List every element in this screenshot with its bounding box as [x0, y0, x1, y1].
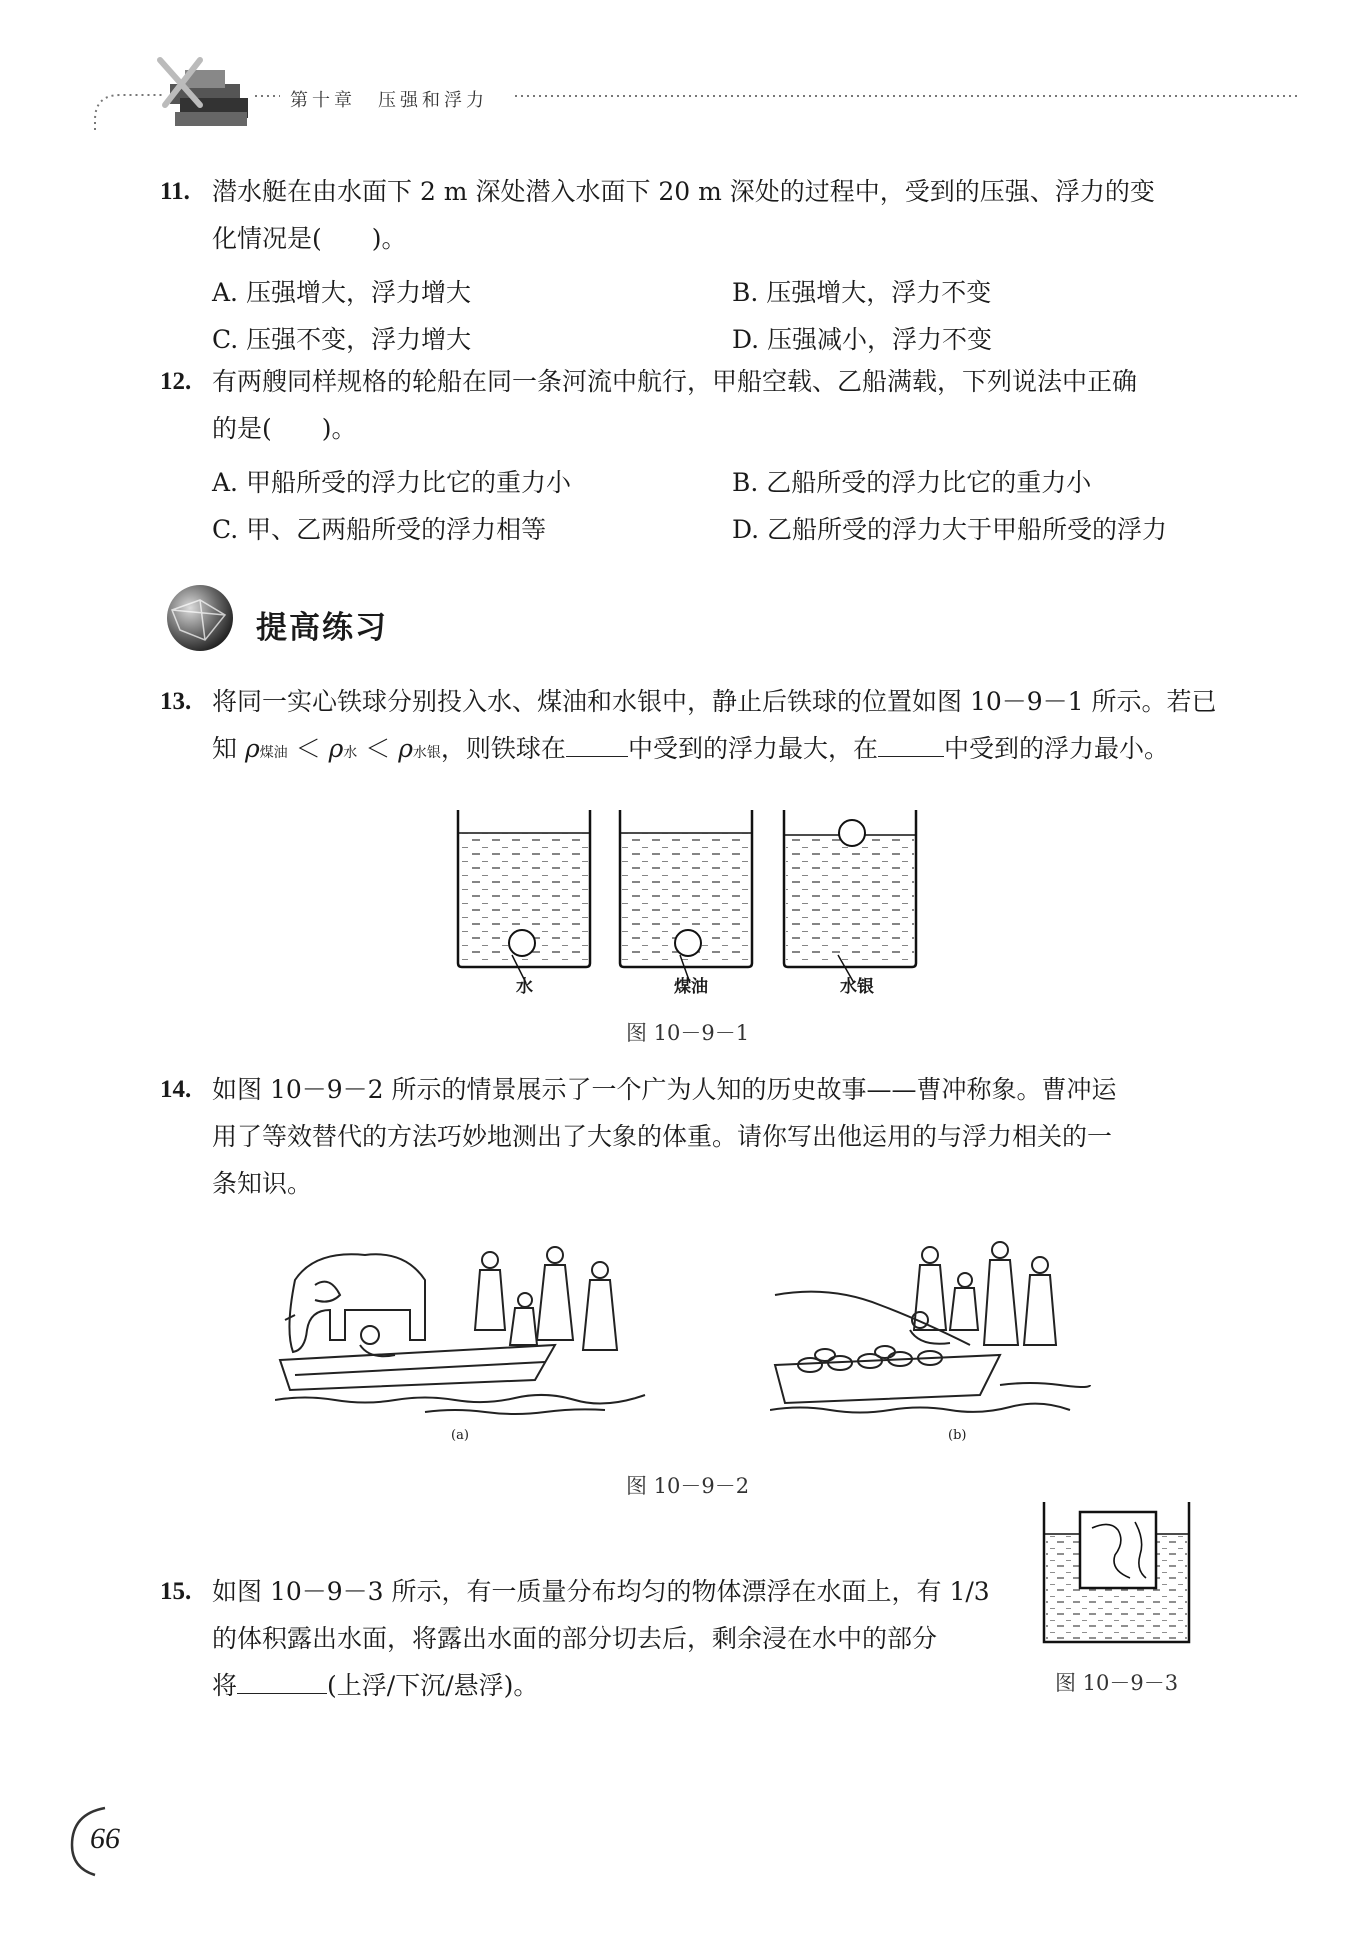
- q12-number: 12.: [160, 368, 192, 395]
- figure-10-9-2b-stones-scene: [770, 1235, 1100, 1420]
- beaker-kerosene: [620, 810, 752, 983]
- q12-line1: 有两艘同样规格的轮船在同一条河流中航行，甲船空载、乙船满载，下列说法中正确: [212, 367, 1138, 396]
- q14-number: 14.: [160, 1076, 192, 1103]
- q15-line3: 将 (上浮/下沉/悬浮)。: [212, 1671, 539, 1700]
- page-number: 66: [90, 1822, 120, 1855]
- beaker-water: [458, 810, 590, 983]
- q12-option-b: B. 乙船所受的浮力比它的重力小: [732, 468, 1092, 497]
- q15-line2: 的体积露出水面，将露出水面的部分切去后，剩余浸在水中的部分: [212, 1624, 938, 1653]
- section-title: 提高练习: [256, 610, 388, 646]
- chapter-header: 第十章 压强和浮力: [290, 90, 488, 111]
- figure-10-9-3: [1040, 1500, 1195, 1648]
- q11-option-c: C. 压强不变，浮力增大: [212, 325, 472, 354]
- figure-caption-10-9-2: 图 10－9－2: [626, 1474, 750, 1498]
- figure-caption-10-9-1: 图 10－9－1: [626, 1021, 750, 1045]
- fig2-sub-label-a: (a): [451, 1428, 469, 1443]
- fig1-label-water: 水: [516, 977, 533, 997]
- q12-option-c: C. 甲、乙两船所受的浮力相等: [212, 515, 547, 544]
- q13-line2: 知 ρ煤油 ＜ ρ水 ＜ ρ水银，则铁球在 中受到的浮力最大，在 中受到的浮力最小。: [212, 734, 1169, 763]
- figure-10-9-2a-elephant-scene: [275, 1240, 655, 1420]
- q11-option-d: D. 压强减小，浮力不变: [732, 325, 993, 354]
- q12-line2: 的是( )。: [212, 414, 357, 443]
- q12-option-d: D. 乙船所受的浮力大于甲船所受的浮力: [732, 515, 1168, 544]
- q15-blank[interactable]: [237, 1669, 327, 1694]
- q14-line2: 用了等效替代的方法巧妙地测出了大象的体重。请你写出他运用的与浮力相关的一: [212, 1122, 1113, 1151]
- beaker-mercury: [784, 810, 916, 983]
- q11-number: 11.: [160, 178, 190, 205]
- q13-line1: 将同一实心铁球分别投入水、煤油和水银中，静止后铁球的位置如图 10－9－1 所示。若已: [212, 687, 1217, 716]
- q12-option-a: A. 甲船所受的浮力比它的重力小: [212, 468, 571, 497]
- header-decoration: [0, 0, 1350, 130]
- q13-blank-1[interactable]: [566, 732, 628, 757]
- q11-line2: 化情况是( )。: [212, 224, 407, 253]
- fig2-sub-label-b: (b): [948, 1428, 967, 1443]
- figure-caption-10-9-3: 图 10－9－3: [1055, 1671, 1179, 1695]
- fig1-label-kerosene: 煤油: [674, 977, 708, 997]
- q13-blank-2[interactable]: [878, 732, 944, 757]
- q11-option-b: B. 压强增大，浮力不变: [732, 278, 992, 307]
- q14-line3: 条知识。: [212, 1169, 313, 1198]
- q15-line1: 如图 10－9－3 所示，有一质量分布均匀的物体漂浮在水面上，有 1/3: [212, 1577, 990, 1606]
- fig1-label-mercury: 水银: [840, 977, 874, 997]
- books-icon: [170, 70, 248, 126]
- q15-number: 15.: [160, 1578, 192, 1605]
- q11-line1: 潜水艇在由水面下 2 m 深处潜入水面下 20 m 深处的过程中，受到的压强、浮力的变: [212, 177, 1155, 206]
- q11-option-a: A. 压强增大，浮力增大: [212, 278, 471, 307]
- q14-line1: 如图 10－9－2 所示的情景展示了一个广为人知的历史故事——曹冲称象。曹冲运: [212, 1075, 1117, 1104]
- q13-number: 13.: [160, 688, 192, 715]
- globe-icon: [160, 580, 240, 660]
